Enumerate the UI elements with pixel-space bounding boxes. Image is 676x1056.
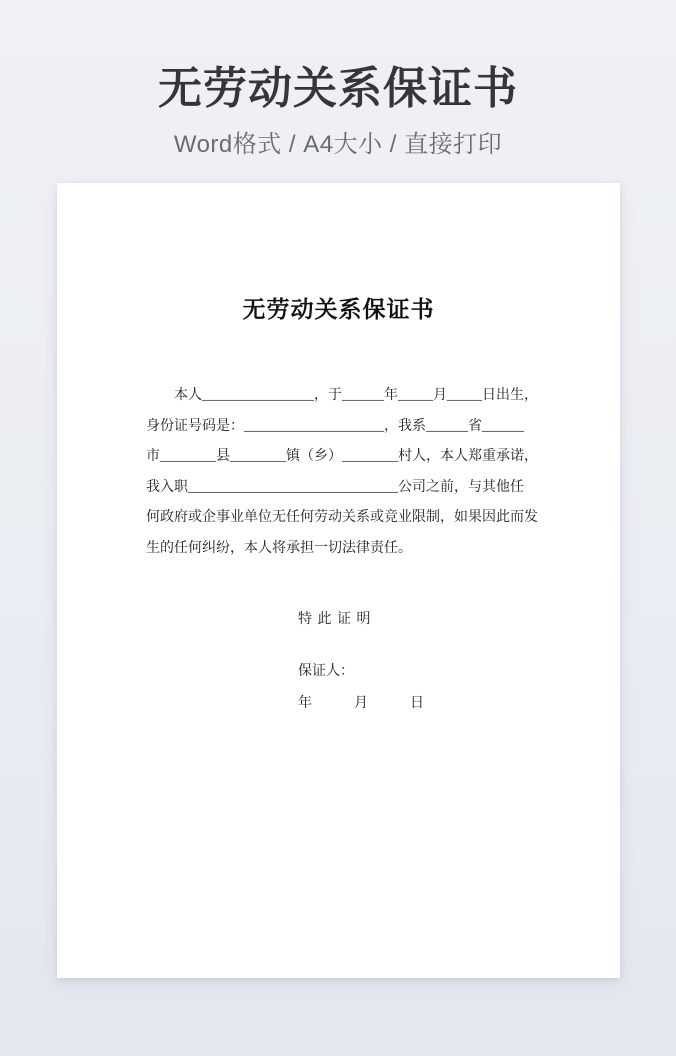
signature-block [298, 605, 620, 720]
document-paragraph [57, 381, 620, 565]
paragraph-line-2: 身份证号码是：____________________，我系______省______ [146, 418, 524, 434]
date-line: 年 月 日 [298, 695, 424, 711]
preview-header [0, 0, 676, 159]
paragraph-line-1: 本人________________，于______年_____月_____日出生， [174, 388, 538, 403]
paragraph-line-3: 市________县________镇（乡）________村人，本人郑重承诺， [146, 449, 538, 465]
document-page [57, 183, 620, 978]
hereby-certify-line: 特 此 证 明 [298, 611, 372, 627]
document-title: 无劳动关系保证书 [242, 297, 435, 322]
paragraph-line-4: 我入职______________________________公司之前，与其他任 [146, 479, 524, 495]
preview-subtitle: Word格式 / A4大小 / 直接打印 [173, 130, 503, 158]
preview-title: 无劳动关系保证书 [158, 64, 518, 113]
paragraph-line-6: 生的任何纠纷，本人将承担一切法律责任。 [146, 540, 412, 556]
guarantor-label: 保证人： [298, 664, 354, 680]
paragraph-line-5: 何政府或企事业单位无任何劳动关系或竞业限制，如果因此而发 [146, 510, 538, 526]
